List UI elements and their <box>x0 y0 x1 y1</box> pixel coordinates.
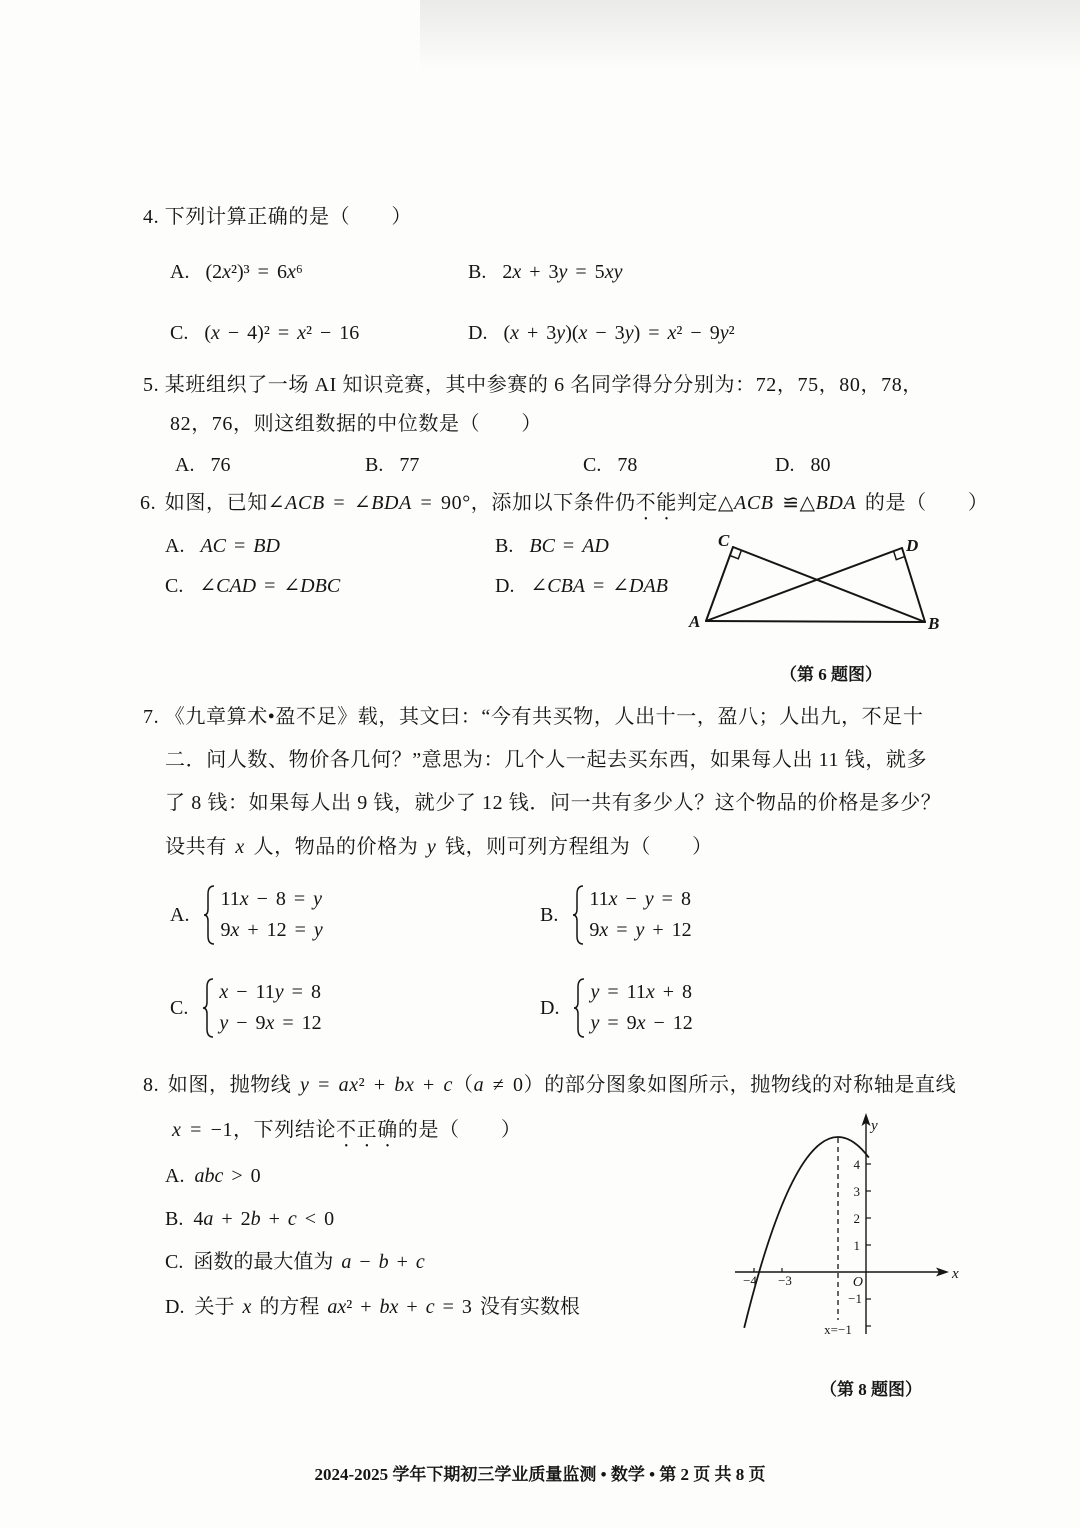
q7-stem-line-3: 了 8 钱：如果每人出 9 钱，就少了 12 钱．问一共有多少人？这个物品的价格是多少？ <box>165 792 942 814</box>
equation-system <box>219 977 321 1039</box>
q5-stem-line-2: 82，76，则这组数据的中位数是（ ） <box>170 413 542 435</box>
segment-ac <box>706 547 733 621</box>
left-brace-icon <box>572 884 584 946</box>
equation-line: y = 11x + 8 <box>590 981 693 1003</box>
q7-option-c <box>170 977 322 1039</box>
option-label: D. <box>165 1296 185 1318</box>
vertex-label-b: B <box>928 614 940 633</box>
q8-stem-line-2 <box>172 1117 521 1152</box>
vertex-label-c: C <box>718 531 730 550</box>
option-label: B. <box>495 535 514 557</box>
option-label: D. <box>468 322 488 344</box>
q4-option-c <box>170 320 359 346</box>
q4-option-a <box>170 259 303 285</box>
option-label: A. <box>170 903 190 926</box>
option-label: C. <box>165 1251 184 1273</box>
x-tick-label: −3 <box>778 1273 792 1288</box>
q8-stem-line-1: 8. 如图，抛物线 y = ax² + bx + c（a ≠ 0）的部分图象如图所示，抛物线的对称轴是直线 <box>143 1074 957 1096</box>
y-tick-label: −1 <box>848 1291 862 1306</box>
option-label: B. <box>468 261 487 283</box>
left-brace-icon <box>203 884 215 946</box>
segment-ab <box>706 621 925 622</box>
segment-ad <box>706 548 902 621</box>
y-tick-label: 1 <box>853 1238 860 1253</box>
q4-option-d <box>468 320 735 346</box>
option-text: abc > 0 <box>194 1165 261 1187</box>
segment-db <box>902 548 925 622</box>
option-label: C. <box>170 996 189 1019</box>
q6-stem-part-1: 6. 如图，已知∠ACB = ∠BDA = 90°，添加以下条件仍 <box>140 492 636 514</box>
page-footer: 2024-2025 学年下期初三学业质量监测 • 数学 • 第 2 页 共 8 页 <box>314 1465 766 1484</box>
q6-stem-emphasis: 不能 <box>635 492 677 514</box>
q7-option-a <box>170 884 323 946</box>
q6-stem <box>140 490 988 525</box>
q6-figure-caption: （第 6 题图） <box>780 665 882 684</box>
q6-option-d <box>495 573 668 599</box>
q7-option-b <box>540 884 692 946</box>
q5-stem-line-1: 5. 某班组织了一场 AI 知识竞赛，其中参赛的 6 名同学得分分别为：72，75，80，78， <box>143 374 923 396</box>
q4-option-b <box>468 259 622 285</box>
triangle-figure <box>685 530 950 635</box>
vertex-label-a: A <box>689 612 701 631</box>
option-text: 80 <box>810 454 831 476</box>
y-tick-label: 2 <box>853 1211 860 1226</box>
equation-line: 9x + 12 = y <box>220 919 323 941</box>
option-text: 4a + 2b + c < 0 <box>193 1208 335 1230</box>
q4-stem: 4. 下列计算正确的是（ ） <box>143 206 412 228</box>
q5-option-d <box>775 452 830 478</box>
q8-option-d <box>165 1294 580 1320</box>
equation-line: y − 9x = 12 <box>219 1012 322 1034</box>
option-label: C. <box>583 454 602 476</box>
option-label: B. <box>165 1208 184 1230</box>
option-text: (x + 3y)(x − 3y) = x² − 9y² <box>503 322 735 344</box>
q5-option-b <box>365 452 419 478</box>
q8-stem-part-2: 的是（ ） <box>397 1119 522 1141</box>
left-brace-icon <box>202 977 214 1039</box>
y-tick-label: 4 <box>853 1157 860 1172</box>
q7-stem-line-4: 设共有 x 人，物品的价格为 y 钱，则可列方程组为（ ） <box>165 836 713 858</box>
option-label: D. <box>495 575 515 597</box>
q8-option-a <box>165 1163 261 1189</box>
option-text: 函数的最大值为 a − b + c <box>193 1251 425 1273</box>
option-label: B. <box>365 454 384 476</box>
q5-option-c <box>583 452 637 478</box>
q5-option-a <box>175 452 230 478</box>
x-axis-label: x <box>952 1266 959 1282</box>
option-text: ∠CBA = ∠DAB <box>530 575 668 597</box>
symmetry-axis-label: x=−1 <box>824 1322 852 1337</box>
y-tick-label: 3 <box>853 1184 860 1199</box>
option-text: AC = BD <box>200 535 280 557</box>
option-label: D. <box>775 454 795 476</box>
x-tick-label: −4 <box>743 1273 757 1288</box>
q7-stem-line-2: 二．问人数、物价各几何？”意思为：几个人一起去买东西，如果每人出 11 钱，就多 <box>165 749 928 771</box>
option-text: 78 <box>617 454 638 476</box>
option-label: A. <box>165 535 185 557</box>
y-axis-label: y <box>871 1118 878 1134</box>
equation-line: y = 9x − 12 <box>590 1012 693 1034</box>
equation-system <box>589 884 691 946</box>
q7-stem-line-1: 7. 《九章算术•盈不足》载，其文曰：“今有共买物，人出十一，盈八；人出九，不足十 <box>143 706 924 728</box>
option-text: 76 <box>210 454 231 476</box>
q6-option-b <box>495 533 609 559</box>
q8-option-c <box>165 1249 425 1275</box>
q8-stem-part-1: x = −1，下列结论 <box>172 1119 337 1141</box>
q6-stem-part-2: 判定△ACB ≌△BDA 的是（ ） <box>676 492 989 514</box>
option-label: A. <box>165 1165 185 1187</box>
option-text: (x − 4)² = x² − 16 <box>204 322 360 344</box>
option-text: 关于 x 的方程 ax² + bx + c = 3 没有实数根 <box>194 1296 580 1318</box>
vertex-label-d: D <box>906 536 919 555</box>
q6-option-a <box>165 533 280 559</box>
left-brace-icon <box>573 977 585 1039</box>
option-label: D. <box>540 996 560 1019</box>
option-label: C. <box>165 575 184 597</box>
option-text: ∠CAD = ∠DBC <box>199 575 341 597</box>
q8-stem-emphasis: 不正确 <box>336 1119 398 1141</box>
q6-option-c <box>165 573 340 599</box>
option-text: 77 <box>399 454 420 476</box>
option-label: A. <box>175 454 195 476</box>
equation-system <box>590 977 692 1039</box>
option-label: A. <box>170 261 190 283</box>
parabola-graph <box>725 1108 970 1348</box>
q8-option-b <box>165 1206 334 1232</box>
equation-line: x − 11y = 8 <box>219 981 321 1003</box>
q8-figure-caption: （第 8 题图） <box>820 1380 922 1399</box>
option-text: 2x + 3y = 5xy <box>502 261 623 283</box>
equation-line: 9x = y + 12 <box>589 919 692 941</box>
scan-shading <box>420 0 1080 70</box>
option-label: C. <box>170 322 189 344</box>
option-label: B. <box>540 903 559 926</box>
origin-label: O <box>852 1275 863 1290</box>
option-text: BC = AD <box>529 535 609 557</box>
equation-line: 11x − 8 = y <box>220 888 323 910</box>
q7-option-d <box>540 977 693 1039</box>
equation-line: 11x − y = 8 <box>589 888 691 910</box>
option-text: (2x²)³ = 6x⁶ <box>205 261 303 283</box>
equation-system <box>220 884 322 946</box>
